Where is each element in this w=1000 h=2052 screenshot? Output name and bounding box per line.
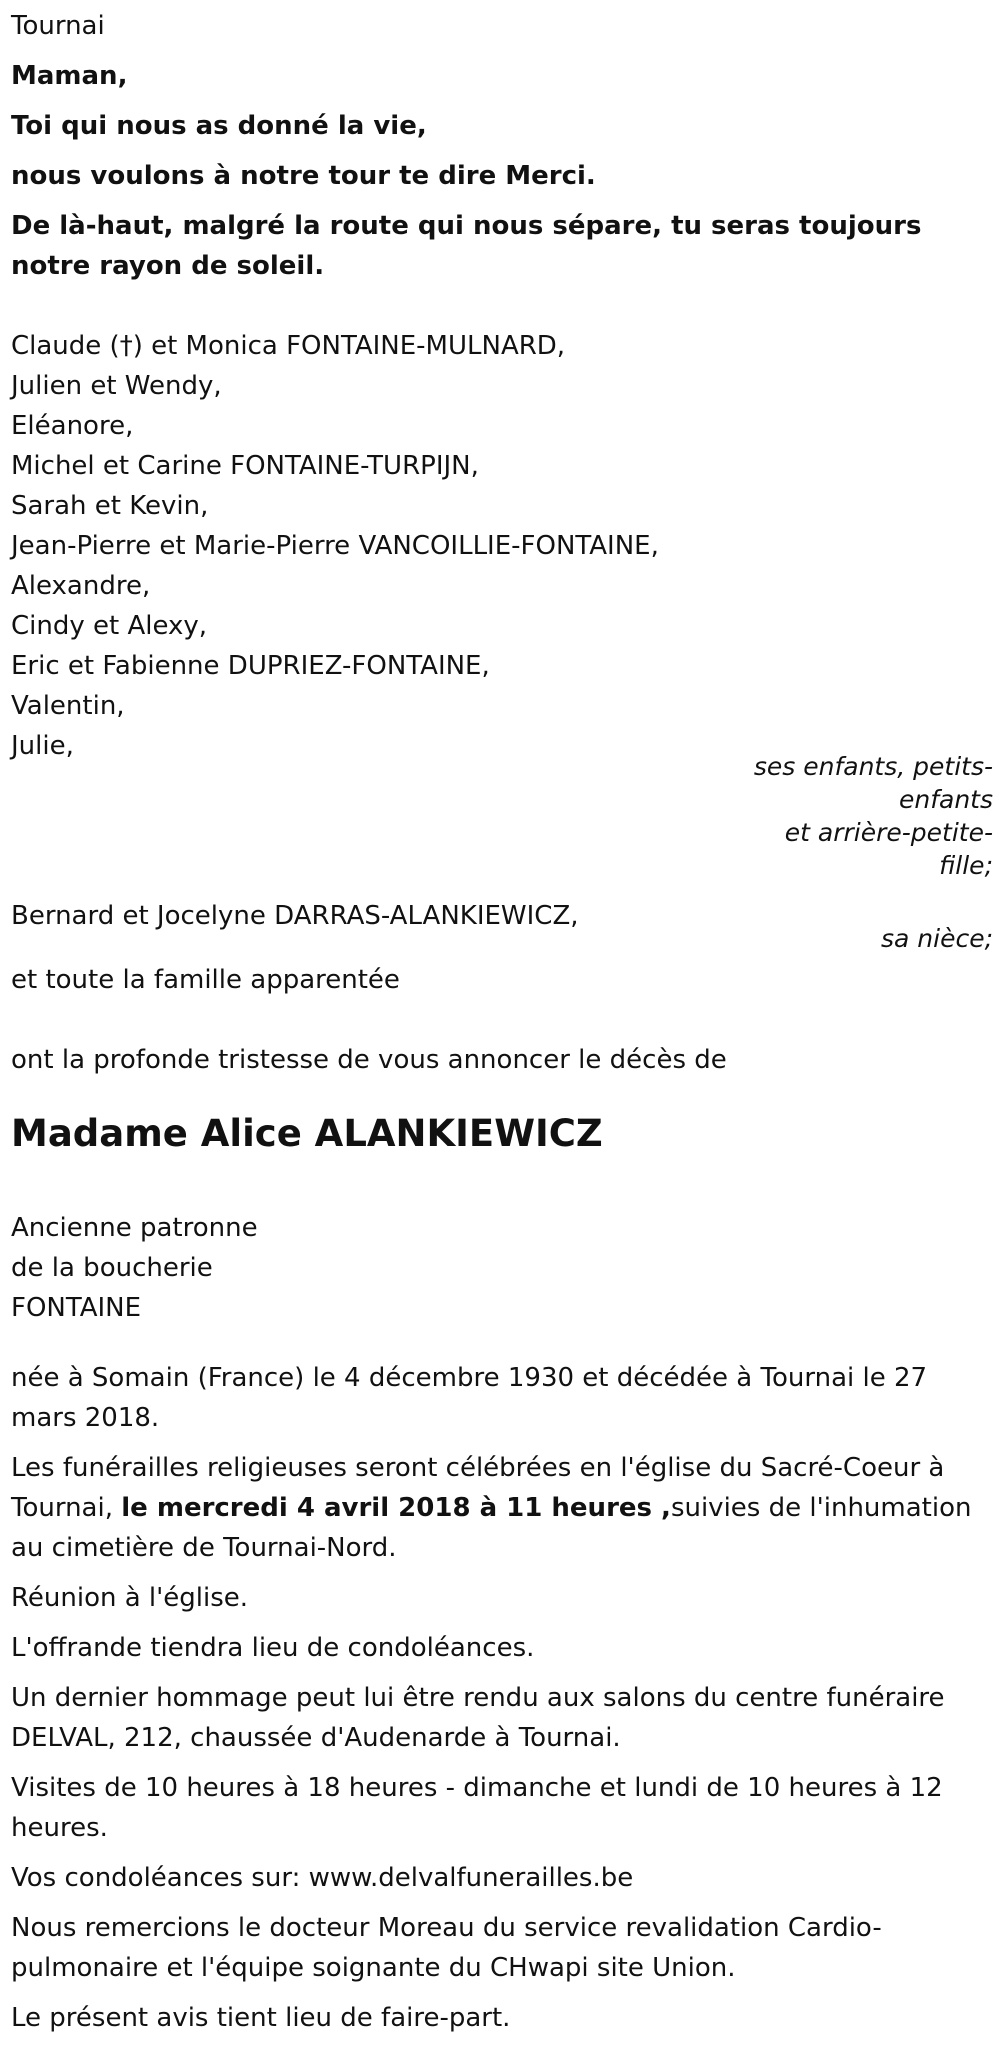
offering-info: L'offrande tiendra lieu de condoléances. bbox=[11, 1633, 535, 1663]
niece-name: Bernard et Jocelyne DARRAS-ALANKIEWICZ, bbox=[11, 901, 579, 931]
relation-niece: sa nièce; bbox=[880, 924, 993, 953]
meeting-info: Réunion à l'église. bbox=[11, 1583, 249, 1613]
relation-children: ses enfants, petits-enfants bbox=[753, 752, 993, 814]
family-member: Claude (†) et Monica FONTAINE-MULNARD, bbox=[11, 331, 566, 361]
poem-line: Maman, bbox=[11, 61, 128, 91]
funeral-text-before: Les funérailles religieuses seront célébrées en l'église du Sacré-Coeur à Tournai, bbox=[11, 1453, 945, 1523]
relation-great-grandchild: et arrière-petite-fille; bbox=[784, 818, 993, 880]
family-member: Jean-Pierre et Marie-Pierre VANCOILLIE-FONTAINE, bbox=[11, 531, 659, 561]
details bbox=[11, 1358, 991, 2048]
family-member: Eric et Fabienne DUPRIEZ-FONTAINE, bbox=[11, 651, 490, 681]
poem-line: De là-haut, malgré la route qui nous sépare, tu seras toujours notre rayon de soleil. bbox=[11, 211, 922, 281]
family-member: Valentin, bbox=[11, 691, 125, 721]
visits-info: Visites de 10 heures à 18 heures - dimanche et lundi de 10 heures à 12 heures. bbox=[11, 1773, 943, 1843]
poem bbox=[11, 56, 991, 286]
funeral-info bbox=[11, 1448, 991, 1568]
thanks-info: Nous remercions le docteur Moreau du service revalidation Cardio-pulmonaire et l'équipe soignante du CHwapi site Union. bbox=[11, 1913, 882, 1983]
tribute-info: Un dernier hommage peut lui être rendu aux salons du centre funéraire DELVAL, 212, chaussée d'Audenarde à Tournai. bbox=[11, 1683, 945, 1753]
family-member: Cindy et Alexy, bbox=[11, 611, 208, 641]
birth-death-dates: née à Somain (France) le 4 décembre 1930 et décédée à Tournai le 27 mars 2018. bbox=[11, 1363, 928, 1433]
announcement-intro: ont la profonde tristesse de vous annoncer le décès de bbox=[11, 1045, 727, 1075]
city-heading: Tournai bbox=[11, 11, 105, 41]
notice-info: Le présent avis tient lieu de faire-part. bbox=[11, 2003, 511, 2033]
family-member: Alexandre, bbox=[11, 571, 151, 601]
family-member: Julien et Wendy, bbox=[11, 371, 222, 401]
extended-family: et toute la famille apparentée bbox=[11, 965, 400, 995]
funeral-date-time: le mercredi 4 avril 2018 à 11 heures , bbox=[121, 1493, 671, 1523]
family-list bbox=[11, 326, 991, 766]
funeral-text-after: suivies de l'inhumation au cimetière de Tournai-Nord. bbox=[11, 1493, 972, 1563]
family-member: Julie, bbox=[11, 731, 74, 761]
role-line: de la boucherie bbox=[11, 1253, 213, 1283]
role-line: FONTAINE bbox=[11, 1293, 142, 1323]
family-member: Eléanore, bbox=[11, 411, 134, 441]
family-member: Michel et Carine FONTAINE-TURPIJN, bbox=[11, 451, 479, 481]
family-member: Sarah et Kevin, bbox=[11, 491, 209, 521]
condolences-info: Vos condoléances sur: www.delvalfunerailles.be bbox=[11, 1863, 634, 1893]
poem-line: Toi qui nous as donné la vie, bbox=[11, 111, 427, 141]
poem-line: nous voulons à notre tour te dire Merci. bbox=[11, 161, 596, 191]
deceased-name: Madame Alice ALANKIEWICZ bbox=[11, 1112, 603, 1155]
role-line: Ancienne patronne bbox=[11, 1213, 258, 1243]
deceased-role bbox=[11, 1208, 258, 1328]
